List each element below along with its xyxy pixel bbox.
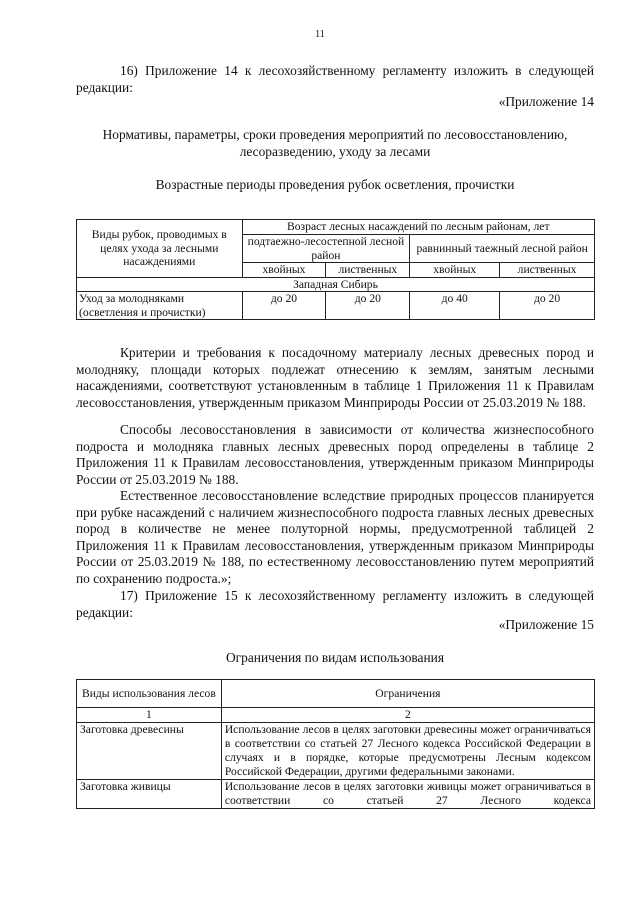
- table2-col-number: 1: [77, 708, 222, 723]
- item17-appendix-label: «Приложение 15: [498, 617, 594, 632]
- table1-district2: равнинный таежный лесной район: [410, 235, 595, 263]
- table2-col-number: 2: [221, 708, 594, 723]
- table1-col1-header: Виды рубок, проводимых в целях ухода за лесными насаждениями: [77, 220, 243, 278]
- table1-district1: подтаежно-лесостепной лесной район: [242, 235, 410, 263]
- table1-row-name: Уход за молодняками (осветления и прочистки): [77, 292, 243, 320]
- table2-row-restriction: Использование лесов в целях заготовки живицы может ограничиваться в соответствии со статьей 27 Лесного кодекса: [221, 780, 594, 809]
- table-row: [77, 723, 595, 780]
- page-number: 11: [315, 29, 325, 40]
- paragraph-criteria: Критерии и требования к посадочному материалу лесных древесных пород и молодняку, площади которых подлежат отнесению к землям, занятым лесными насаждениями, соответствуют установленным в таблице 1 Приложения 11 к Правилам лесовосстановления, утвержденным приказом Минприроды России от 25.03.2019 № 188.: [76, 345, 594, 410]
- item16-text: 16) Приложение 14 к лесохозяйственному регламенту изложить в следующей редакции:: [76, 63, 594, 95]
- table1-subheader: хвойных: [410, 263, 500, 278]
- table-row: [77, 780, 595, 809]
- table2-row-type: Заготовка древесины: [77, 723, 222, 780]
- table2-header-restrictions: Ограничения: [221, 680, 594, 708]
- table2-row-type: Заготовка живицы: [77, 780, 222, 809]
- table1-cell: до 20: [242, 292, 326, 320]
- paragraph-natural-regeneration: Естественное лесовосстановление вследствие природных процессов планируется при рубке насаждений с наличием жизнеспособного подроста главных лесных древесных пород в количестве не менее полуторной нормы, предусмотренной таблицей 2 Приложения 11 к Правилам лесовосстановления, утвержденным приказом Минприроды России от 25.03.2019 № 188, по естественному лесовосстановлению путем мероприятий по сохранению подроста.»;: [76, 488, 594, 586]
- table1-group-header: Возраст лесных насаждений по лесным районам, лет: [242, 220, 594, 235]
- item17-text: 17) Приложение 15 к лесохозяйственному регламенту изложить в следующей редакции:: [76, 588, 594, 620]
- table1-region-row: Западная Сибирь: [77, 277, 595, 292]
- usage-restrictions-table: [76, 679, 595, 809]
- table-row: [77, 292, 595, 320]
- age-periods-table: [76, 219, 595, 320]
- item16-heading: Нормативы, параметры, сроки проведения мероприятий по лесовосстановлению, лесоразведению, уходу за лесами: [102, 127, 568, 159]
- paragraph-methods: Способы лесовосстановления в зависимости от количества жизнеспособного подроста и молодняка главных лесных древесных пород определены в таблице 2 Приложения 11 к Правилам лесовосстановления, утвержденным приказом Минприроды России от 25.03.2019 № 188.: [76, 422, 594, 487]
- table1-subheader: лиственных: [500, 263, 595, 278]
- table1-cell: до 20: [500, 292, 595, 320]
- table1-subheader: хвойных: [242, 263, 326, 278]
- item16-appendix-label: «Приложение 14: [498, 94, 594, 109]
- table2-header-type: Виды использования лесов: [77, 680, 222, 708]
- item16-subheading: Возрастные периоды проведения рубок осветления, прочистки: [155, 177, 515, 192]
- table1-cell: до 40: [410, 292, 500, 320]
- table1-subheader: лиственных: [326, 263, 410, 278]
- table2-row-restriction: Использование лесов в целях заготовки древесины может ограничиваться в соответствии со статьей 27 Лесного кодекса Российской Федерации в случаях и в порядке, которые предусмотрены Лесным кодексом Российской Федерации, другими федеральными законами.: [221, 723, 594, 780]
- table1-cell: до 20: [326, 292, 410, 320]
- item17-heading: Ограничения по видам использования: [226, 650, 444, 665]
